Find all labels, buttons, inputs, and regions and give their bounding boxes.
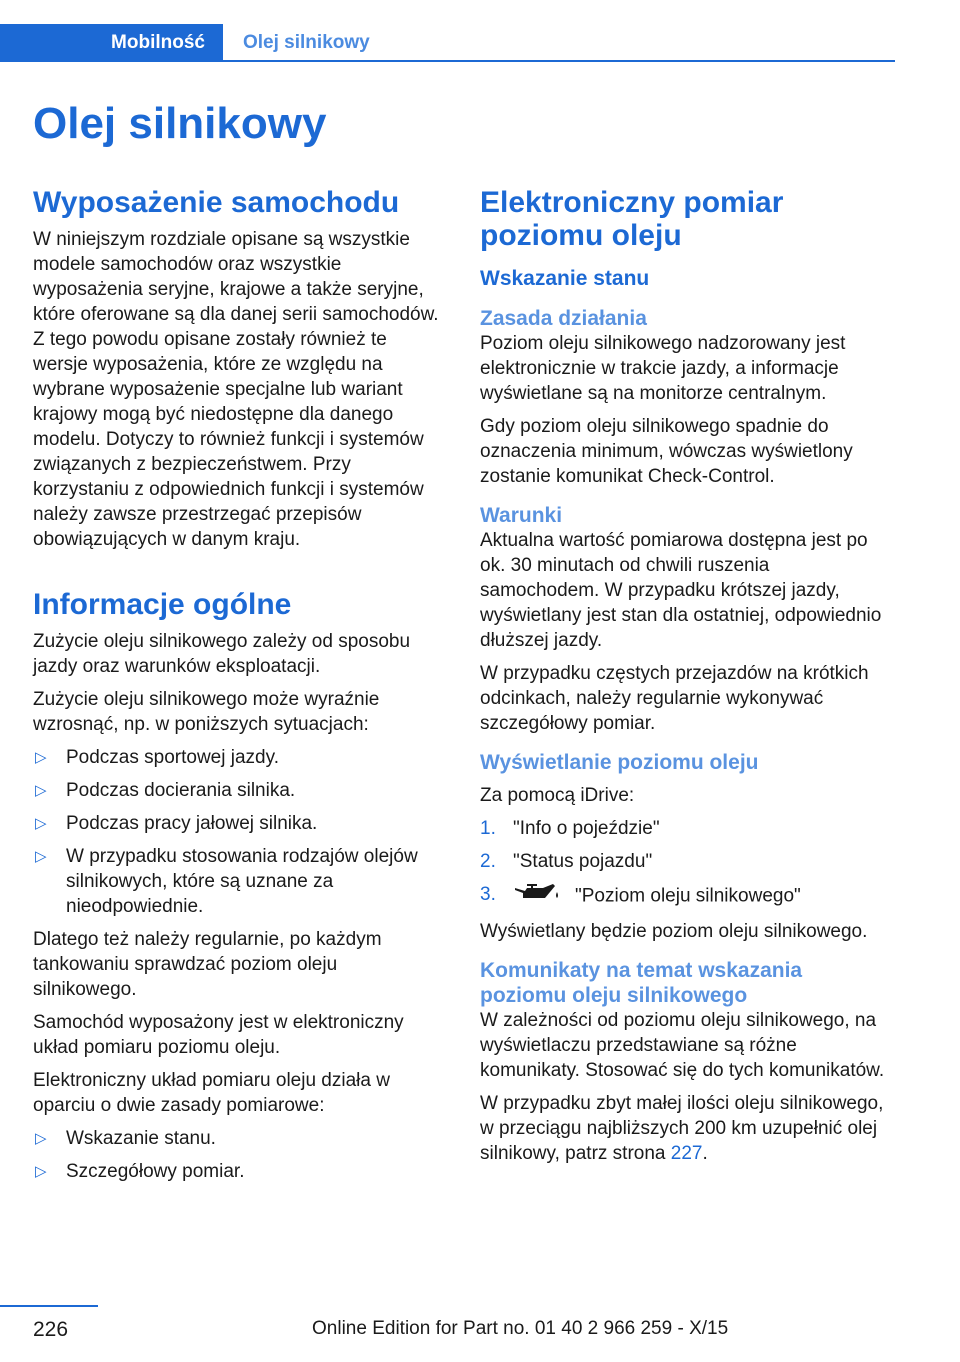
bullet-list-principles bbox=[33, 1126, 443, 1184]
paragraph-result: Wyświetlany będzie poziom oleju silnikowego. bbox=[480, 921, 868, 942]
heading-messages: Komunikaty na temat wskazania poziomu oleju silnikowego bbox=[480, 959, 803, 1007]
paragraph-general-4: Samochód wyposażony jest w elektroniczny układ pomiaru poziomu oleju. bbox=[33, 1012, 404, 1058]
oil-can-icon bbox=[513, 882, 563, 911]
paragraph-general-3: Dlatego też należy regularnie, po każdym tankowaniu sprawdzać poziom oleju silnikowego. bbox=[33, 929, 382, 1000]
list-item: 1. "Info o pojeździe" bbox=[480, 818, 660, 839]
triangle-bullet-icon: ▷ bbox=[35, 782, 47, 799]
bullet-list-consumption bbox=[33, 745, 443, 919]
heading-equipment: Wyposażenie samochodu bbox=[33, 186, 400, 219]
paragraph-equipment: W niniejszym rozdziale opisane są wszystkie modele samochodów oraz wszystkie wyposażenia seryjne, krajowe a także seryjne, które oferowane są dla danej serii samochodów. Z tego powodu opisane zostały również te wersje wyposażenia, które ze względu na wybrane wyposażenie specjalne lub wariant krajowy mogą być niedostępne dla danego modelu. Dotyczy to również funkcji i systemów związanych z bezpieczeństwem. Przy korzystaniu z odpowiednich funkcji i systemów należy zawsze przestrzegać przepisów obowiązujących w danym kraju. bbox=[33, 229, 439, 550]
header-rule bbox=[223, 60, 895, 62]
tab-mobilnosc[interactable]: Mobilność bbox=[0, 24, 223, 62]
paragraph-minimum: Gdy poziom oleju silnikowego spadnie do oznaczenia minimum, wówczas wyświetlony zostanie komunikat Check-Control. bbox=[480, 416, 853, 487]
heading-electronic-measurement: Elektroniczny pomiar poziomu oleju bbox=[480, 186, 784, 252]
paragraph-general-2: Zużycie oleju silnikowego może wyraźnie wzrosnąć, np. w poniższych sytuacjach: bbox=[33, 689, 380, 735]
paragraph-general-5: Elektroniczny układ pomiaru oleju działa w oparciu o dwie zasady pomiarowe: bbox=[33, 1070, 390, 1116]
heading-principle: Zasada działania bbox=[480, 307, 647, 330]
right-column bbox=[480, 186, 890, 1166]
triangle-bullet-icon: ▷ bbox=[35, 1130, 47, 1147]
list-item: ▷ Podczas docierania silnika. bbox=[35, 780, 296, 801]
paragraph-conditions: Aktualna wartość pomiarowa dostępna jest po ok. 30 minutach od chwili ruszenia samochodem. W przypadku krótszej jazdy, wyświetlany jest stan dla ostatniej, odpowiednio dłuższej jazdy. bbox=[480, 530, 882, 651]
list-item: 3. "Poziom oleju silnikowego" bbox=[480, 882, 890, 911]
list-item: ▷ Podczas pracy jałowej silnika. bbox=[35, 813, 318, 834]
paragraph-low-oil: W przypadku zbyt małej ilości oleju silnikowego, w przeciągu najbliższych 200 km uzupełnić olej silnikowy, patrz strona 227. bbox=[480, 1093, 884, 1164]
triangle-bullet-icon: ▷ bbox=[35, 815, 47, 832]
footer-rule bbox=[0, 1305, 98, 1307]
heading-display-oil-level: Wyświetlanie poziomu oleju bbox=[480, 751, 759, 774]
paragraph-short-trips: W przypadku częstych przejazdów na krótkich odcinkach, należy regularnie wykonywać szczegółowy pomiar. bbox=[480, 663, 869, 734]
list-item: ▷ Wskazanie stanu. bbox=[35, 1128, 216, 1149]
paragraph-idrive: Za pomocą iDrive: bbox=[480, 785, 635, 806]
page-title: Olej silnikowy bbox=[33, 99, 327, 148]
left-column bbox=[33, 186, 443, 1192]
page-number: 226 bbox=[33, 1318, 69, 1341]
paragraph-messages: W zależności od poziomu oleju silnikowego, na wyświetlaczu przedstawiane są różne komunikaty. Stosować się do tych komunikatów. bbox=[480, 1010, 885, 1081]
page-reference-link[interactable]: 227 bbox=[670, 1143, 703, 1164]
list-item: ▷ W przypadku stosowania rodzajów olejów silnikowych, które są uznane za nieodpowiednie. bbox=[35, 846, 418, 917]
heading-general: Informacje ogólne bbox=[33, 588, 292, 621]
tab-olej-silnikowy[interactable]: Olej silnikowy bbox=[243, 32, 370, 53]
idrive-steps bbox=[480, 816, 890, 911]
paragraph-principle: Poziom oleju silnikowego nadzorowany jest elektronicznie w trakcie jazdy, a informacje wyświetlane są na monitorze centralnym. bbox=[480, 333, 846, 404]
edition-note: Online Edition for Part no. 01 40 2 966 259 - X/15 bbox=[312, 1318, 729, 1339]
list-item: 2. "Status pojazdu" bbox=[480, 851, 653, 872]
triangle-bullet-icon: ▷ bbox=[35, 749, 47, 766]
triangle-bullet-icon: ▷ bbox=[35, 1163, 47, 1180]
triangle-bullet-icon: ▷ bbox=[35, 848, 47, 865]
list-item: ▷ Szczegółowy pomiar. bbox=[35, 1161, 245, 1182]
heading-status-indication: Wskazanie stanu bbox=[480, 267, 650, 290]
paragraph-general-1: Zużycie oleju silnikowego zależy od sposobu jazdy oraz warunków eksploatacji. bbox=[33, 631, 411, 677]
list-item: ▷ Podczas sportowej jazdy. bbox=[35, 747, 279, 768]
header-tabs bbox=[0, 24, 895, 62]
heading-conditions: Warunki bbox=[480, 504, 563, 527]
